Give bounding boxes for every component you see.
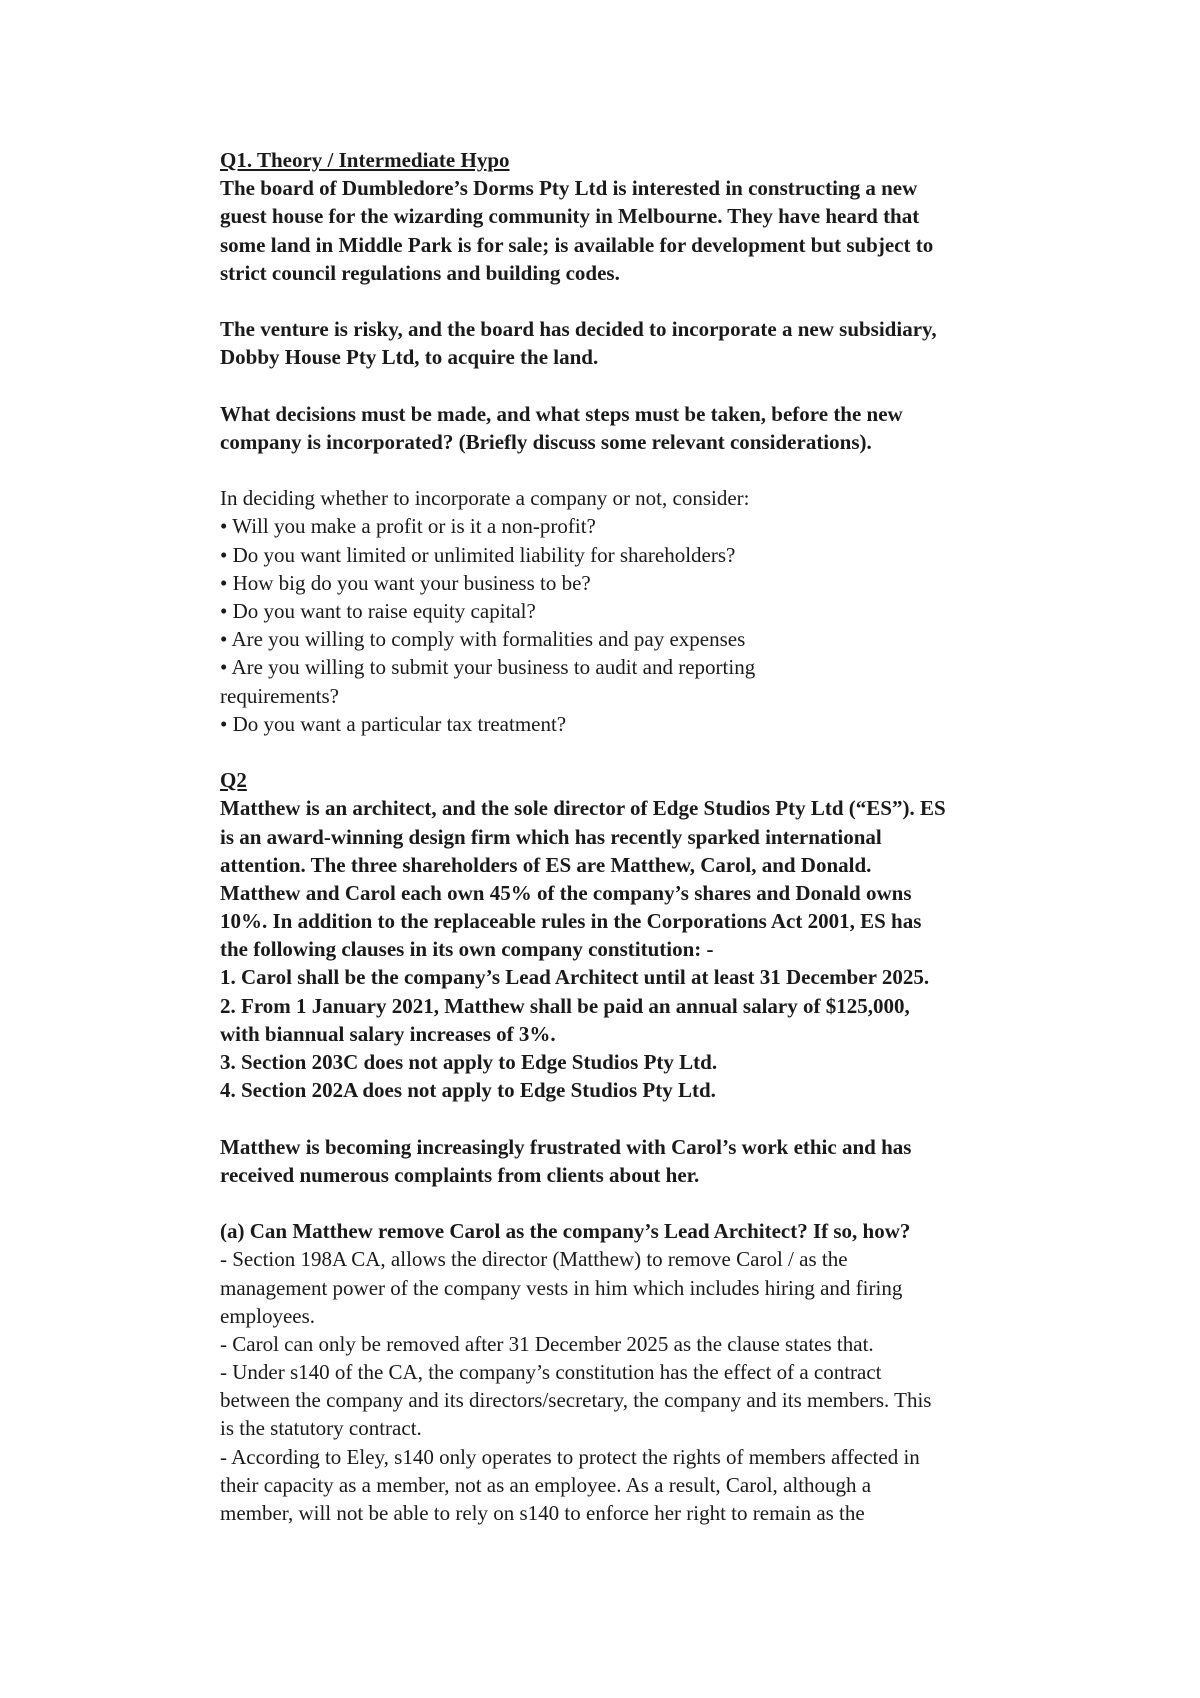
q2-answer-line: member, will not be able to rely on s140 to enforce her right to remain as the: [220, 1501, 865, 1525]
q2-facts-line: Matthew is an architect, and the sole director of Edge Studios Pty Ltd (“ES”). ES: [220, 796, 946, 821]
q1-answer-bullet: • Will you make a profit or is it a non-profit?: [220, 514, 596, 539]
q1-intro-line: strict council regulations and building codes.: [220, 260, 620, 285]
q1-venture-line: Dobby House Pty Ltd, to acquire the land.: [220, 345, 599, 370]
q2-answer-line: is the statutory contract.: [220, 1416, 422, 1441]
q2-clause: with biannual salary increases of 3%.: [220, 1021, 556, 1046]
q2-facts-line: 10%. In addition to the replaceable rules in the Corporations Act 2001, ES has: [220, 909, 922, 934]
q2-facts-line: Matthew and Carol each own 45% of the company’s shares and Donald owns: [220, 880, 912, 905]
paragraph-spacer: [220, 738, 1060, 766]
paragraph-spacer: [220, 372, 1060, 400]
q2-answer-line: between the company and its directors/secretary, the company and its members. This: [220, 1388, 932, 1413]
q1-question-line: company is incorporated? (Briefly discuss some relevant considerations).: [220, 429, 872, 454]
q1-heading: Q1. Theory / Intermediate Hypo: [220, 148, 510, 172]
q1-answer-line: In deciding whether to incorporate a company or not, consider:: [220, 486, 750, 511]
q2-facts-line: the following clauses in its own company constitution: -: [220, 937, 714, 962]
q2-part-a-answer: [220, 1245, 1060, 1527]
q2-answer-line: - Carol can only be removed after 31 December 2025 as the clause states that.: [220, 1331, 874, 1356]
q2-answer-line: - Section 198A CA, allows the director (Matthew) to remove Carol / as the: [220, 1247, 848, 1272]
q2-part-a-question: (a) Can Matthew remove Carol as the company’s Lead Architect? If so, how?: [220, 1219, 911, 1244]
q1-answer-bullet: • Do you want limited or unlimited liability for shareholders?: [220, 542, 736, 567]
q1-answer-bullet: • Do you want a particular tax treatment?: [220, 711, 567, 736]
q1-question-line: What decisions must be made, and what steps must be taken, before the new: [220, 401, 903, 426]
q2-facts-line: is an award-winning design firm which has recently sparked international: [220, 824, 882, 849]
q2-answer-line: employees.: [220, 1303, 316, 1328]
q2-answer-line: their capacity as a member, not as an employee. As a result, Carol, although a: [220, 1472, 872, 1497]
q1-venture: [220, 315, 1060, 371]
q2-facts: [220, 794, 1060, 1104]
q2-clause: 3. Section 203C does not apply to Edge Studios Pty Ltd.: [220, 1050, 718, 1074]
q2-clause: 4. Section 202A does not apply to Edge Studios Pty Ltd.: [220, 1078, 716, 1103]
q1-answer-bullet: • Are you willing to comply with formalities and pay expenses: [220, 627, 746, 652]
q2-answer-line: - Under s140 of the CA, the company’s constitution has the effect of a contract: [220, 1360, 882, 1385]
q1-question: [220, 400, 1060, 456]
q2-clause: 2. From 1 January 2021, Matthew shall be paid an annual salary of $125,000,: [220, 993, 910, 1018]
q1-venture-line: The venture is risky, and the board has decided to incorporate a new subsidiary,: [220, 317, 937, 342]
q1-answer-bullet: • Do you want to raise equity capital?: [220, 599, 536, 623]
q1-intro-line: The board of Dumbledore’s Dorms Pty Ltd is interested in constructing a new: [220, 176, 918, 201]
q2-clause: 1. Carol shall be the company’s Lead Architect until at least 31 December 2025.: [220, 965, 930, 990]
q2-answer-line: - According to Eley, s140 only operates to protect the rights of members affected in: [220, 1444, 920, 1469]
paragraph-spacer: [220, 1104, 1060, 1132]
q2-heading: Q2: [220, 768, 247, 793]
q1-intro: [220, 174, 1060, 287]
q1-answer: [220, 484, 1060, 738]
q2-frustration-line: Matthew is becoming increasingly frustrated with Carol’s work ethic and has: [220, 1134, 912, 1159]
paragraph-spacer: [220, 1189, 1060, 1217]
document-body: [220, 146, 1060, 1527]
q2-frustration-line: received numerous complaints from clients about her.: [220, 1162, 700, 1187]
q1-answer-line: requirements?: [220, 683, 339, 708]
q1-intro-line: guest house for the wizarding community in Melbourne. They have heard that: [220, 204, 920, 229]
paragraph-spacer: [220, 287, 1060, 315]
q1-answer-bullet: • Are you willing to submit your business to audit and reporting: [220, 655, 756, 680]
q2-answer-line: management power of the company vests in him which includes hiring and firing: [220, 1275, 903, 1300]
q1-answer-bullet: • How big do you want your business to be?: [220, 570, 591, 595]
q1-intro-line: some land in Middle Park is for sale; is available for development but subject to: [220, 232, 934, 257]
paragraph-spacer: [220, 456, 1060, 484]
q2-facts-line: attention. The three shareholders of ES are Matthew, Carol, and Donald.: [220, 852, 872, 877]
q2-frustration: [220, 1133, 1060, 1189]
